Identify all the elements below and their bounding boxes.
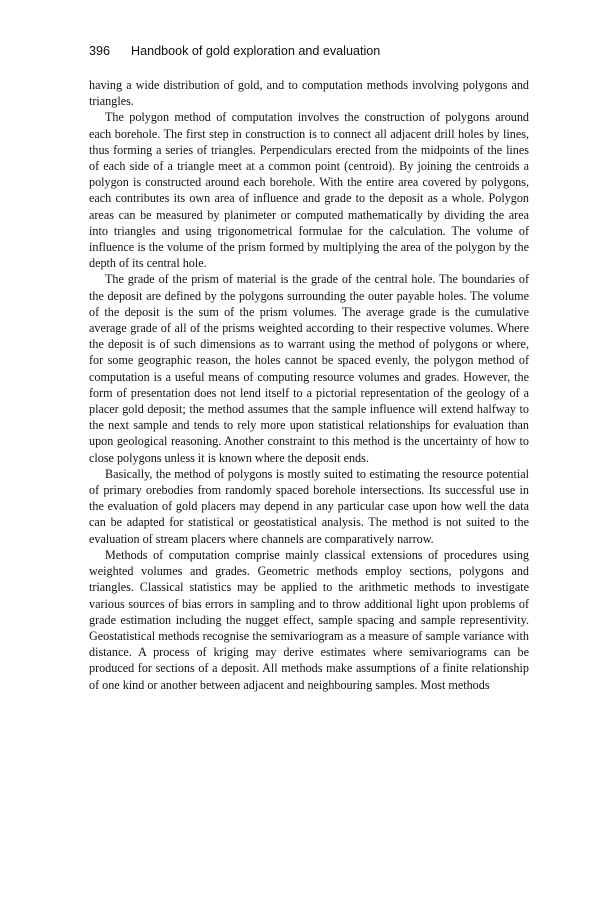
running-header: [89, 44, 529, 58]
running-title: Handbook of gold exploration and evaluation: [131, 44, 381, 58]
body-text: [89, 77, 529, 693]
paragraph-continuation: having a wide distribution of gold, and to computation methods involving polygons and triangles.: [89, 78, 529, 109]
paragraph-polygon-method: The polygon method of computation involves the construction of polygons around each borehole. The first step in construction is to connect all adjacent drill holes by lines, thus forming a series of triangles. Perpendiculars erected from the midpoints of the lines of each side of a triangle meet at a common point (centroid). By joining the centroids a polygon is constructed around each borehole. With the entire area covered by polygons, each contributes its own area of influence and grade to the deposit as a whole. Polygon areas can be measured by planimeter or computed mathematically by dividing the area into triangles and using trigonometrical formulae for the calculation. The volume of influence is the volume of the prism formed by multiplying the area of the polygon by the depth of its central hole.: [89, 110, 529, 271]
paragraph-suitability: Basically, the method of polygons is mostly suited to estimating the resource potential of primary orebodies from randomly spaced borehole intersections. Its successful use in the evaluation of gold placers may depend in any particular case upon how well the data can be adapted for statistical or geostatistical analysis. The method is not suited to the evaluation of stream placers where channels are comparatively narrow.: [89, 466, 529, 546]
paragraph-prism-grade: The grade of the prism of material is the grade of the central hole. The boundaries of the deposit are defined by the polygons surrounding the outer payable holes. The volume of the deposit is the sum of the prism volumes. The average grade is the cumulative average grade of all of the prisms weighted according to their respective volumes. Where the deposit is of such dimensions as to warrant using the method of polygons or where, for some geographic reason, the holes cannot be spaced evenly, the polygon method of computation is a useful means of computing resource volumes and grades. However, the form of presentation does not lend itself to a pictorial representation of the geology of a placer gold deposit; the method assumes that the sample influence will extend halfway to the next sample and tends to rely more upon statistical relationships for evaluation than upon geological reasoning. Another constraint to this method is the uncertainty of how to close polygons unless it is known where the deposit ends.: [89, 272, 529, 465]
page-number: 396: [89, 44, 111, 58]
paragraph-computation-methods: Methods of computation comprise mainly classical extensions of procedures using weighted volumes and grades. Geometric methods employ sections, polygons and triangles. Classical statistics may be applied to the arithmetic methods to investigate various sources of bias errors in sampling and to throw additional light upon problems of grade estimation including the nugget effect, sample spacing and sample representivity. Geostatistical methods recognise the semivariogram as a measure of sample variance with distance. A process of kriging may derive estimates where semivariograms can be produced for sections of a deposit. All methods make assumptions of a finite relationship of one kind or another between adjacent and neighbouring samples. Most methods: [89, 547, 529, 692]
